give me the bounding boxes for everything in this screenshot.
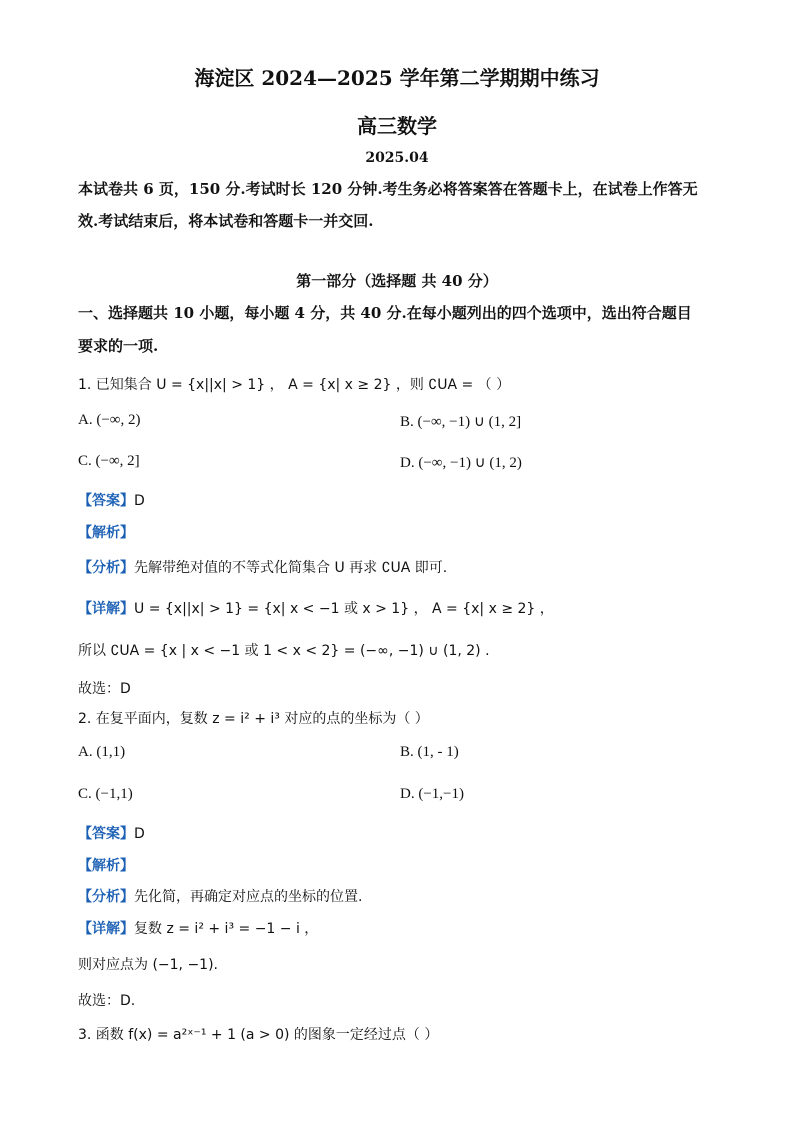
answer-tag: 【答案】 [78,493,134,509]
q3-stem: 3. 函数 f(x) = a²ˣ⁻¹ + 1 (a > 0) 的图象一定经过点（ ） [78,1027,439,1043]
answer-tag: 【答案】 [78,826,134,842]
q1-option-b: B. (−∞, −1) ∪ (1, 2] [400,414,522,430]
q2-option-a: A. (1,1) [78,744,126,760]
fenxi-tag: 【分析】 [78,560,134,576]
part1-intro-line2: 要求的一项. [78,337,159,355]
q2-fenxi: 先化简，再确定对应点的坐标的位置. [134,889,363,905]
q1-xiangjie: U = {x||x| > 1} = {x| x < −1 或 x > 1} ， A = {x| x ≥ 2} ， [134,601,554,617]
part1-intro-line1: 一、选择题共 10 小题，每小题 4 分，共 40 分.在每小题列出的四个选项中，选出符合题目 [78,304,692,322]
q1-analysis-tag: 【解析】 [78,525,134,541]
q2-guxuan: 故选：D. [78,993,136,1009]
instructions-line2: 效.考试结束后，将本试卷和答题卡一并交回. [78,212,374,230]
q1-xiangjie-row [78,598,554,618]
q2-option-d: D. (−1,−1) [400,786,464,802]
q2-xiangjie-row [78,918,318,938]
xiangjie-tag: 【详解】 [78,921,134,937]
q2-fenxi-row [78,886,362,906]
q1-answer-row [78,490,145,510]
part1-heading: 第一部分（选择题 共 40 分） [296,272,498,290]
exam-subtitle: 高三数学 [357,114,437,138]
q2-answer-row [78,823,145,843]
q2-xiangjie: 复数 z = i² + i³ = −1 − i ， [134,921,319,937]
q2-point: 则对应点为 (−1, −1). [78,957,218,973]
q1-answer: D [134,493,145,509]
fenxi-tag: 【分析】 [78,889,134,905]
q1-fenxi: 先解带绝对值的不等式化简集合 U 再求 ∁UA 即可. [134,560,448,576]
q2-stem: 2. 在复平面内，复数 z = i² + i³ 对应的点的坐标为（ ） [78,711,429,727]
q2-option-b: B. (1, - 1) [400,744,459,760]
q2-answer: D [134,826,145,842]
exam-date: 2025.04 [365,150,429,166]
q1-fenxi-row [78,557,447,577]
q1-option-d: D. (−∞, −1) ∪ (1, 2) [400,455,522,471]
q1-guxuan: 故选：D [78,681,131,697]
q1-option-c: C. (−∞, 2] [78,453,140,469]
exam-title: 海淀区 2024—2025 学年第二学期期中练习 [194,66,600,90]
xiangjie-tag: 【详解】 [78,601,134,617]
q1-option-a: A. (−∞, 2) [78,412,141,428]
q2-option-c: C. (−1,1) [78,786,133,802]
q1-stem: 1. 已知集合 U = {x||x| > 1} ， A = {x| x ≥ 2} ，则 ∁UA = （ ） [78,377,511,393]
q1-suoyi: 所以 ∁UA = {x | x < −1 或 1 < x < 2} = (−∞, −1) ∪ (1, 2) . [78,643,490,659]
q2-analysis-tag: 【解析】 [78,858,134,874]
instructions-line1: 本试卷共 6 页，150 分.考试时长 120 分钟.考生务必将答案答在答题卡上，在试卷上作答无 [78,180,698,198]
